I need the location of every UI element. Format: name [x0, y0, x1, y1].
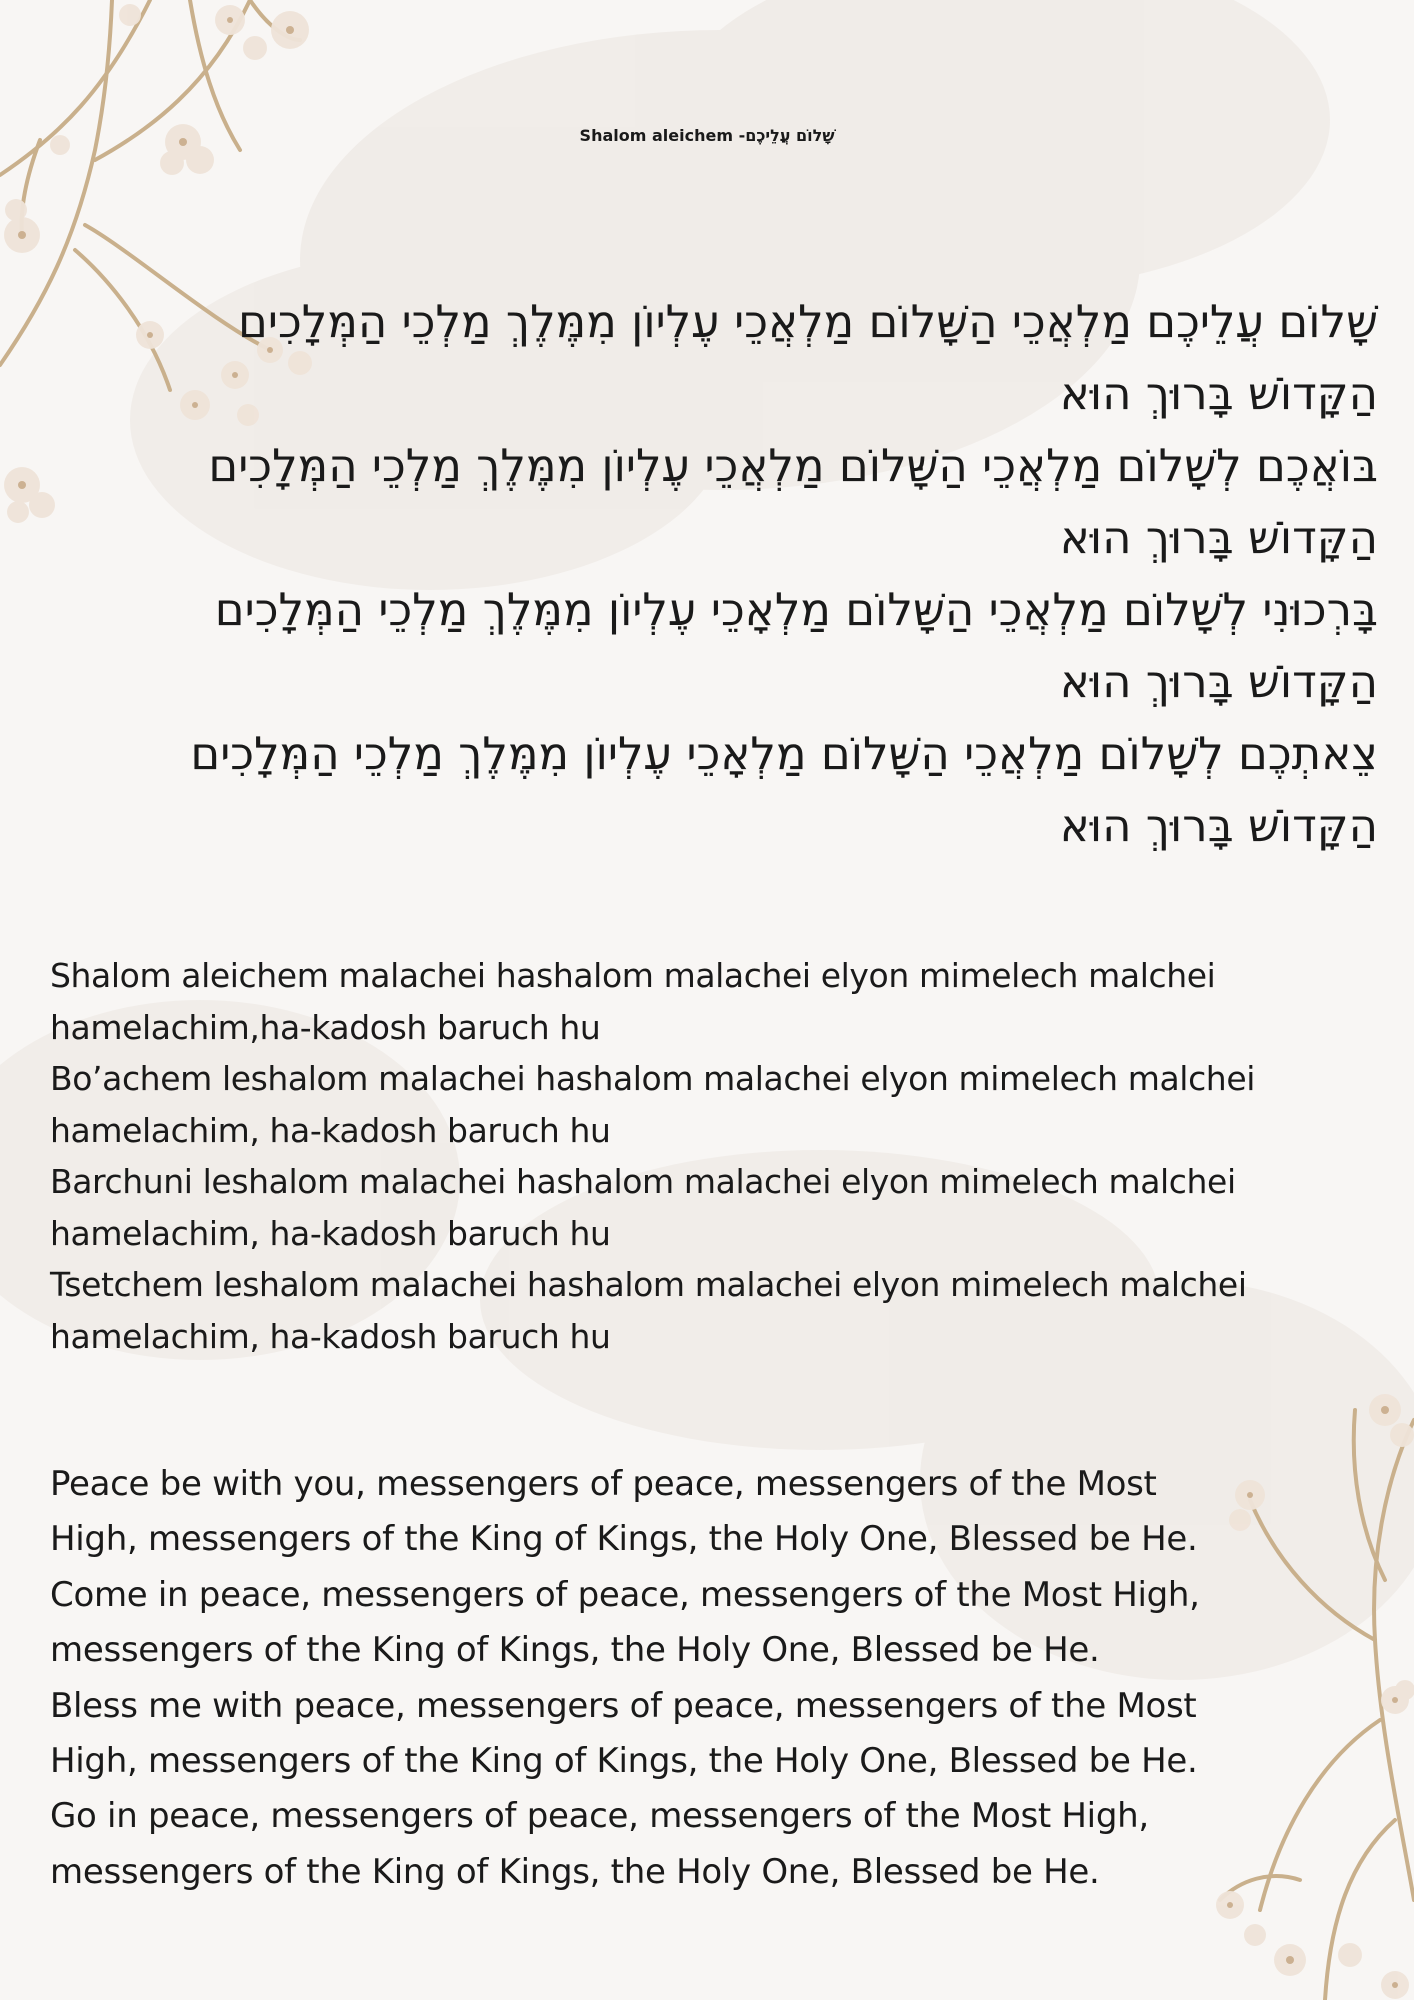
- hebrew-line: בָּרְכוּנִי לְשָׁלוֹם מַלְאֲכֵי הַשָּׁלוֹם מַלְאָכֵי עֶלְיוֹן מִמֶּלֶךְ מַלְכֵי הַמְּלָכִים: [214, 583, 1378, 636]
- transliteration: [50, 950, 1390, 1362]
- transliteration-line: Bo’achem leshalom malachei hashalom malachei elyon mimelech malchei: [50, 1059, 1255, 1098]
- transliteration-line: hamelachim, ha-kadosh baruch hu: [50, 1110, 611, 1150]
- translation-line: Peace be with you, messengers of peace, messengers of the Most: [50, 1464, 1157, 1504]
- transliteration-line: hamelachim, ha-kadosh baruch hu: [50, 1213, 611, 1253]
- hebrew-lyrics: [48, 286, 1378, 862]
- translation-line: Come in peace, messengers of peace, messengers of the Most High,: [50, 1574, 1200, 1615]
- transliteration-line: Shalom aleichem malachei hashalom malachei elyon mimelech malchei: [50, 956, 1216, 995]
- english-translation: [50, 1457, 1380, 1900]
- translation-line: Bless me with peace, messengers of peace, messengers of the Most: [50, 1685, 1197, 1726]
- transliteration-line: hamelachim, ha-kadosh baruch hu: [50, 1316, 611, 1356]
- hebrew-line: הַקָּדוֹשׁ בָּרוּךְ הוּא: [1059, 511, 1378, 564]
- transliteration-line: hamelachim,ha-kadosh baruch hu: [50, 1007, 601, 1047]
- translation-line: messengers of the King of Kings, the Holy One, Blessed be He.: [50, 1851, 1100, 1892]
- translation-line: Go in peace, messengers of peace, messengers of the Most High,: [50, 1796, 1149, 1837]
- translation-line: High, messengers of the King of Kings, the Holy One, Blessed be He.: [50, 1519, 1198, 1560]
- hebrew-line: שָׁלוֹם עֲלֵיכֶם מַלְאֲכֵי הַשָּׁלוֹם מַלְאֲכֵי עֶלְיוֹן מִמֶּלֶךְ מַלְכֵי הַמְּלָכִים: [238, 295, 1378, 348]
- translation-line: messengers of the King of Kings, the Holy One, Blessed be He.: [50, 1630, 1100, 1671]
- transliteration-line: Tsetchem leshalom malachei hashalom malachei elyon mimelech malchei: [50, 1265, 1247, 1304]
- hebrew-line: צֵאתְכֶם לְשָׁלוֹם מַלְאֲכֵי הַשָּׁלוֹם מַלְאָכֵי עֶלְיוֹן מִמֶּלֶךְ מַלְכֵי הַמְּלָכִים: [190, 727, 1378, 780]
- hebrew-line: בּוֹאֲכֶם לְשָׁלוֹם מַלְאֲכֵי הַשָּׁלוֹם מַלְאֲכֵי עֶלְיוֹן מִמֶּלֶךְ מַלְכֵי הַמְּלָכִים: [208, 439, 1378, 492]
- transliteration-line: Barchuni leshalom malachei hashalom malachei elyon mimelech malchei: [50, 1162, 1236, 1201]
- page-title: Shalom aleichem -שָׁלוֹם עֲלֵיכֶם: [579, 126, 835, 145]
- hebrew-line: הַקָּדוֹשׁ בָּרוּךְ הוּא: [1059, 367, 1378, 420]
- translation-line: High, messengers of the King of Kings, the Holy One, Blessed be He.: [50, 1741, 1198, 1782]
- hebrew-line: הַקָּדוֹשׁ בָּרוּךְ הוּא: [1059, 799, 1378, 852]
- hebrew-line: הַקָּדוֹשׁ בָּרוּךְ הוּא: [1059, 655, 1378, 708]
